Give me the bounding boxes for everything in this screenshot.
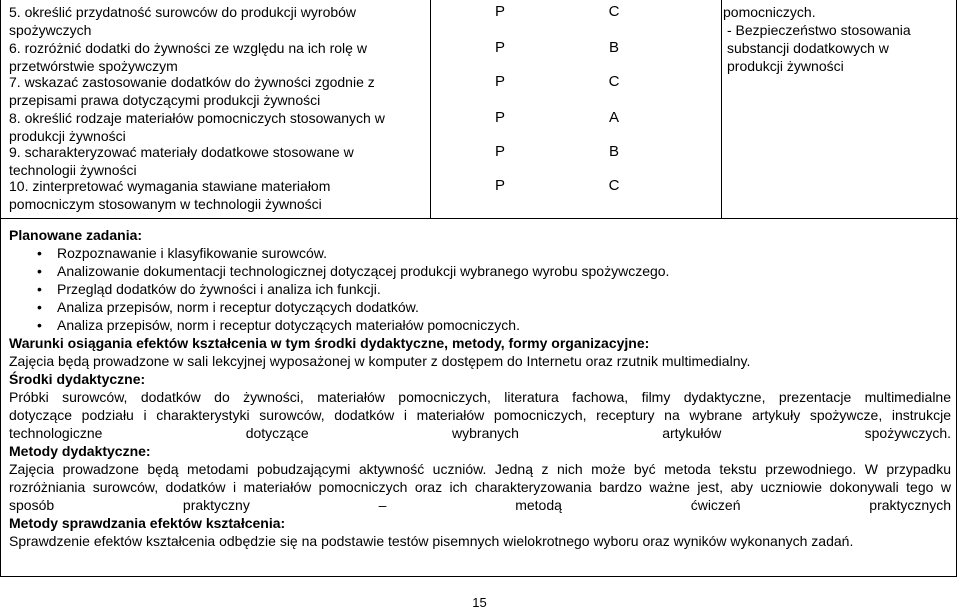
page-number: 15 (472, 595, 487, 610)
bullet-icon: • (37, 245, 42, 261)
taxonomy-category: C (608, 3, 620, 20)
taxonomy-level: P (494, 143, 505, 160)
column-divider (430, 0, 431, 218)
teaching-aids-text: Próbki surowców, dodatków do żywności, materiałów pomocniczych, literatura fachowa, filmy dydaktyczne, prezentacje multimedialne dotyczące podziału i charakterystyki surowców, dodatków i materiałów pomocniczych, receptury na wybrane artykuły spożywcze, instrukcje technologiczne dotyczące wybranych artykułów spożywczych. (9, 389, 951, 441)
methods-text: Zajęcia prowadzone będą metodami pobudzającymi aktywność uczniów. Jedną z nich może być metoda tekstu przewodniego. W przypadku rozróżniania surowców, dodatków i materiałów pomocniczych oraz ich charakteryzowania bardzo ważne jest, aby uczniowie dokonywali tego w sposób praktyczny – metodą ćwiczeń praktycznych (9, 461, 951, 513)
list-item: • Analiza przepisów, norm i receptur dotyczących materiałów pomocniczych. (37, 317, 520, 333)
assessment-heading: Metody sprawdzania efektów kształcenia: (9, 515, 286, 531)
outcome-5: 5. określić przydatność surowców do produkcji wyrobów spożywczych (9, 4, 357, 38)
list-item: • Przegląd dodatków do żywności i analiza ich funkcji. (37, 281, 381, 297)
bullet-icon: • (37, 299, 42, 315)
taxonomy-category: C (608, 73, 620, 90)
assessment-text: Sprawdzenie efektów kształcenia odbędzie się na podstawie testów pisemnych wielokrotnego wyboru oraz wyników wykonanych zadań. (9, 533, 854, 549)
row-divider (1, 218, 958, 219)
outcome-7: 7. wskazać zastosowanie dodatków do żywności zgodnie z przepisami prawa dotyczącymi produkcji żywności (9, 74, 375, 108)
taxonomy-level: P (494, 109, 505, 126)
planned-tasks-heading: Planowane zadania: (9, 227, 143, 243)
taxonomy-level: P (494, 177, 505, 194)
teaching-aids-heading: Środki dydaktyczne: (9, 371, 146, 387)
taxonomy-category: B (608, 143, 619, 160)
outcome-6: 6. rozróżnić dodatki do żywności ze względu na ich rolę w przetwórstwie spożywczym (9, 40, 367, 74)
list-item: • Rozpoznawanie i klasyfikowanie surowców. (37, 245, 328, 261)
content-note: pomocniczych. - Bezpieczeństwo stosowania substancji dodatkowych w produkcji żywności (723, 4, 911, 74)
outcome-8: 8. określić rodzaje materiałów pomocniczych stosowanych w produkcji żywności (9, 110, 385, 144)
outcome-9: 9. scharakteryzować materiały dodatkowe stosowane w technologii żywności (9, 144, 354, 178)
conditions-heading: Warunki osiągania efektów kształcenia w tym środki dydaktyczne, metody, formy organizacyjne: (9, 335, 650, 351)
outcome-10: 10. zinterpretować wymagania stawiane materiałom pomocniczym stosowanym w technologii żywności (9, 178, 331, 212)
lower-section (9, 226, 951, 550)
list-item: • Analizowanie dokumentacji technologicznej dotyczącej produkcji wybranego wyrobu spożywczego. (37, 263, 670, 279)
bullet-icon: • (37, 317, 42, 333)
column-divider (721, 0, 722, 218)
methods-heading: Metody dydaktyczne: (9, 443, 151, 459)
conditions-text: Zajęcia będą prowadzone w sali lekcyjnej wyposażonej w komputer z dostępem do Internetu oraz rzutnik multimedialny. (9, 353, 751, 369)
bullet-icon: • (37, 263, 42, 279)
taxonomy-level: P (494, 73, 505, 90)
taxonomy-category: A (608, 109, 619, 126)
bullet-icon: • (37, 281, 42, 297)
list-item: • Analiza przepisów, norm i receptur dotyczących dodatków. (37, 299, 419, 315)
taxonomy-category: B (608, 39, 619, 56)
planned-tasks-list (9, 244, 951, 334)
taxonomy-level: P (494, 3, 505, 20)
taxonomy-level: P (494, 39, 505, 56)
taxonomy-category: C (608, 177, 620, 194)
